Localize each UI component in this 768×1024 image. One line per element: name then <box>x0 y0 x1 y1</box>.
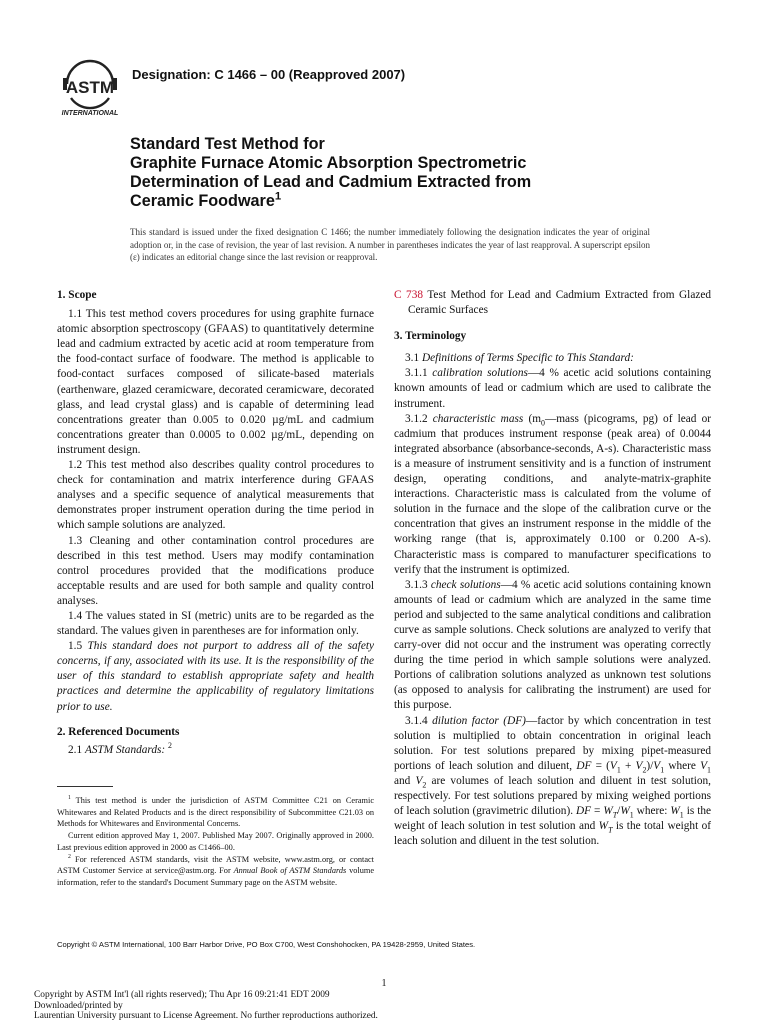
t314-text-e: is the total weight of leach solution and diluent in the test solution. <box>394 820 711 848</box>
t314-text-a: —factor by which concentration in test solution is multiplied to obtain concentration in original leach solution. For test solutions prepared by mixing pipet-measured portions of leach solution and diluent, <box>394 714 711 772</box>
references-2-1-num: 2.1 <box>68 743 83 756</box>
left-column <box>57 288 374 758</box>
scope-1-1: 1.1 This test method covers procedures for using graphite furnace atomic absorption spectroscopy (GFAAS) to quantitatively determine lead and cadmium extracted by acetic acid at room temperature from the food-contact surface of foodware. The method is applicable to food-contact surfaces composed of silicate-based materials (earthenware, glazed ceramicware, decorated ceramicware, decorated glass, and lead crystal glass) and is capable of determining lead concentrations greater than 0.005 to 0.020 µg/mL and cadmium concentrations greater than 0.0005 to 0.002 µg/mL, depending on instrument design. <box>57 308 374 456</box>
terminology-3-1-num: 3.1 <box>405 352 420 365</box>
c738-title: Test Method for Lead and Cadmium Extracted from Glazed Ceramic Surfaces <box>408 289 712 317</box>
scope-heading: 1. Scope <box>57 289 97 301</box>
footnote-rule <box>57 786 113 787</box>
references-heading: 2. Referenced Documents <box>57 725 180 738</box>
designation: Designation: C 1466 – 00 (Reapproved 2007) <box>132 67 406 82</box>
c738-link[interactable]: C 738 <box>394 289 423 301</box>
footnote-1 <box>57 795 374 830</box>
t312-text: —mass (picograms, pg) of lead or cadmium that produces instrument response (peak area) of 0.0044 integrated absorbance (absorbance-seconds, A-s). Characteristic mass is a measure of instrument sensitivity and is a function of instrument design, operating conditions, and analyte-matrix-graphite interactions. Characteristic mass is calculated from the volume of solution in the furnace and the slope of the calibration curve or the concentration that gives an instrument response in the middle of the working range (that is, approximately 0.100 or 0.200 A-s). Characteristic mass is compared to manufacturer specifications to verify that the instrument is optimized. <box>394 412 712 576</box>
footnote-1-edition: Current edition approved May 1, 2007. Published May 2007. Originally approved in 2000. Last previous edition approved in 2000 as C1466–00. <box>57 831 374 852</box>
reference-c738 <box>394 288 711 318</box>
footnote-2-mark: 2 <box>68 853 71 860</box>
footnote-2-text: For referenced ASTM standards, visit the ASTM website, www.astm.org, or contact ASTM Customer Service at service@astm.org. For <box>57 854 374 876</box>
title-footnote-mark: 1 <box>274 190 282 203</box>
t313-term: check solutions <box>430 578 501 591</box>
right-column <box>394 288 711 849</box>
footnote-1-text: This test method is under the jurisdiction of ASTM Committee C21 on Ceramic Whitewares and Related Products and is the direct responsibility of Subcommittee C21.03 on Methods for Whitewares and Environmental Concerns. <box>57 796 374 829</box>
terminology-3-1 <box>394 351 711 366</box>
scope-1-4: 1.4 The values stated in SI (metric) units are to be regarded as the standard. The values given in parentheses are for information only. <box>57 609 374 638</box>
t313-num: 3.1.3 <box>405 578 428 591</box>
t311-text: —4 % acetic acid solutions containing known amounts of lead or cadmium which are used to calibrate the instrument. <box>394 367 711 410</box>
title-line-1: Standard Test Method for <box>130 135 325 153</box>
scope-1-3: 1.3 Cleaning and other contamination control procedures are described in this test method. Users may modify contamination control procedures provided that the modifications produce acceptable results and are used for both sample and quality control analyses. <box>57 534 374 607</box>
footnote-2 <box>57 854 374 889</box>
footnote-2-end: volume information, refer to the standard's Document Summary page on the ASTM website. <box>57 866 375 887</box>
footnote-1-mark: 1 <box>68 795 71 802</box>
title-line-4: Ceramic Foodware <box>130 192 275 210</box>
astm-logo <box>57 52 123 118</box>
terminology-3-1-4: 3.1.4 dilution factor (DF)—factor by which concentration in test solution is multiplied to obtain concentration in original leach solution. For test solutions prepared by mixing pipet-measured portions of leach solution and diluent, DF = $(V_1 + V_2)/V_1$ where $V_1$ and $V_2$ are volumes of leach solution and diluent in test solution, respectively. For test solutions prepared by mixing weighed portions of leach solution (gravimetric dilution). DF = $W_T/W_1$ where: $W_1$ is the weight of leach solution in test solution and $W_T$ is the total weight of leach solution and diluent in the test solution. <box>394 714 712 848</box>
t314-num: 3.1.4 <box>405 714 428 727</box>
t313-text: —4 % acetic acid solutions containing known amounts of lead or cadmium which are analyzed in the same time period and subjected to the same analytical conditions and calibration curve as sample solutions. Check solutions are analyzed to verify that carry-over did not occur and the instrument was operating correctly during the time period in which sample solutions were analyzed. Portions of calibration solutions analyzed as unknown test solutions (as opposed to analysis for calibrating the instrument) are used for this purpose. <box>394 578 711 712</box>
issuance-notice: This standard is issued under the fixed designation C 1466; the number immediately following the designation indicates the year of original adoption or, in the case of revision, the year of last revision. A number in parentheses indicates the year of last reapproval. A superscript epsilon (ε) indicates an editorial change since the last revision or reapproval. <box>130 227 650 262</box>
references-2-1-text: ASTM Standards: <box>84 743 166 756</box>
print-info-line-3: Laurentian University pursuant to License Agreement. No further reproductions authorized. <box>34 1011 378 1021</box>
references-2-1-mark: 2 <box>168 740 172 750</box>
scope-1-5-text: This standard does not purport to address all of the safety concerns, if any, associated with its use. It is the responsibility of the user of this standard to establish appropriate safety and health practices and determine the applicability of regulatory limitations prior to use. <box>57 640 374 713</box>
logo-text: ASTM <box>65 78 115 97</box>
logo-subtext: INTERNATIONAL <box>61 110 119 117</box>
terminology-3-1-text: Definitions of Terms Specific to This Standard: <box>421 352 634 365</box>
terminology-heading: 3. Terminology <box>394 330 467 343</box>
footnotes <box>57 795 374 889</box>
page-number: 1 <box>381 978 387 989</box>
terminology-3-1-2 <box>394 412 711 578</box>
t311-term: calibration solutions <box>432 367 528 380</box>
t314-text-b: are volumes of leach solution and diluent in test solution, respectively. For test solutions prepared by mixing weighed portions of leach solution (gravimetric dilution). <box>394 774 711 818</box>
t314-text-c: where: <box>636 805 668 818</box>
terminology-3-1-1 <box>394 366 711 411</box>
scope-1-2: 1.2 This test method also describes quality control procedures to check for contamination and matrix interference during GFAAS analyses and a specific sequence of analytical measurements that demonstrates proper instrument operation during the time period in which sample solutions are analyzed. <box>57 459 374 532</box>
scope-1-5 <box>57 639 374 714</box>
copyright-line: Copyright © ASTM International, 100 Barr Harbor Drive, PO Box C700, West Conshohocken, PA 19428-2959, United States. <box>57 940 476 949</box>
title-line-2: Graphite Furnace Atomic Absorption Spectrometric <box>130 154 527 172</box>
document-title <box>130 135 650 211</box>
t314-text-d: is the weight of leach solution in test solution and <box>394 805 712 833</box>
t314-term: dilution factor (DF) <box>432 714 526 727</box>
title-line-3: Determination of Lead and Cadmium Extracted from <box>130 173 532 191</box>
print-info-line-1: Copyright by ASTM Int'l (all rights reserved); Thu Apr 16 09:21:41 EDT 2009 <box>34 990 330 1000</box>
t312-num: 3.1.2 <box>405 412 428 425</box>
references-2-1 <box>57 740 374 758</box>
footnote-2-italic: Annual Book of ASTM Standards <box>233 866 347 876</box>
t312-symbol: ($m_0$ <box>528 412 545 427</box>
scope-1-5-num: 1.5 <box>68 640 83 653</box>
t311-num: 3.1.1 <box>405 367 428 380</box>
terminology-3-1-3 <box>394 578 711 714</box>
t312-term: characteristic mass <box>432 412 524 425</box>
print-info <box>34 990 378 1022</box>
print-info-line-2: Downloaded/printed by <box>34 1000 123 1011</box>
